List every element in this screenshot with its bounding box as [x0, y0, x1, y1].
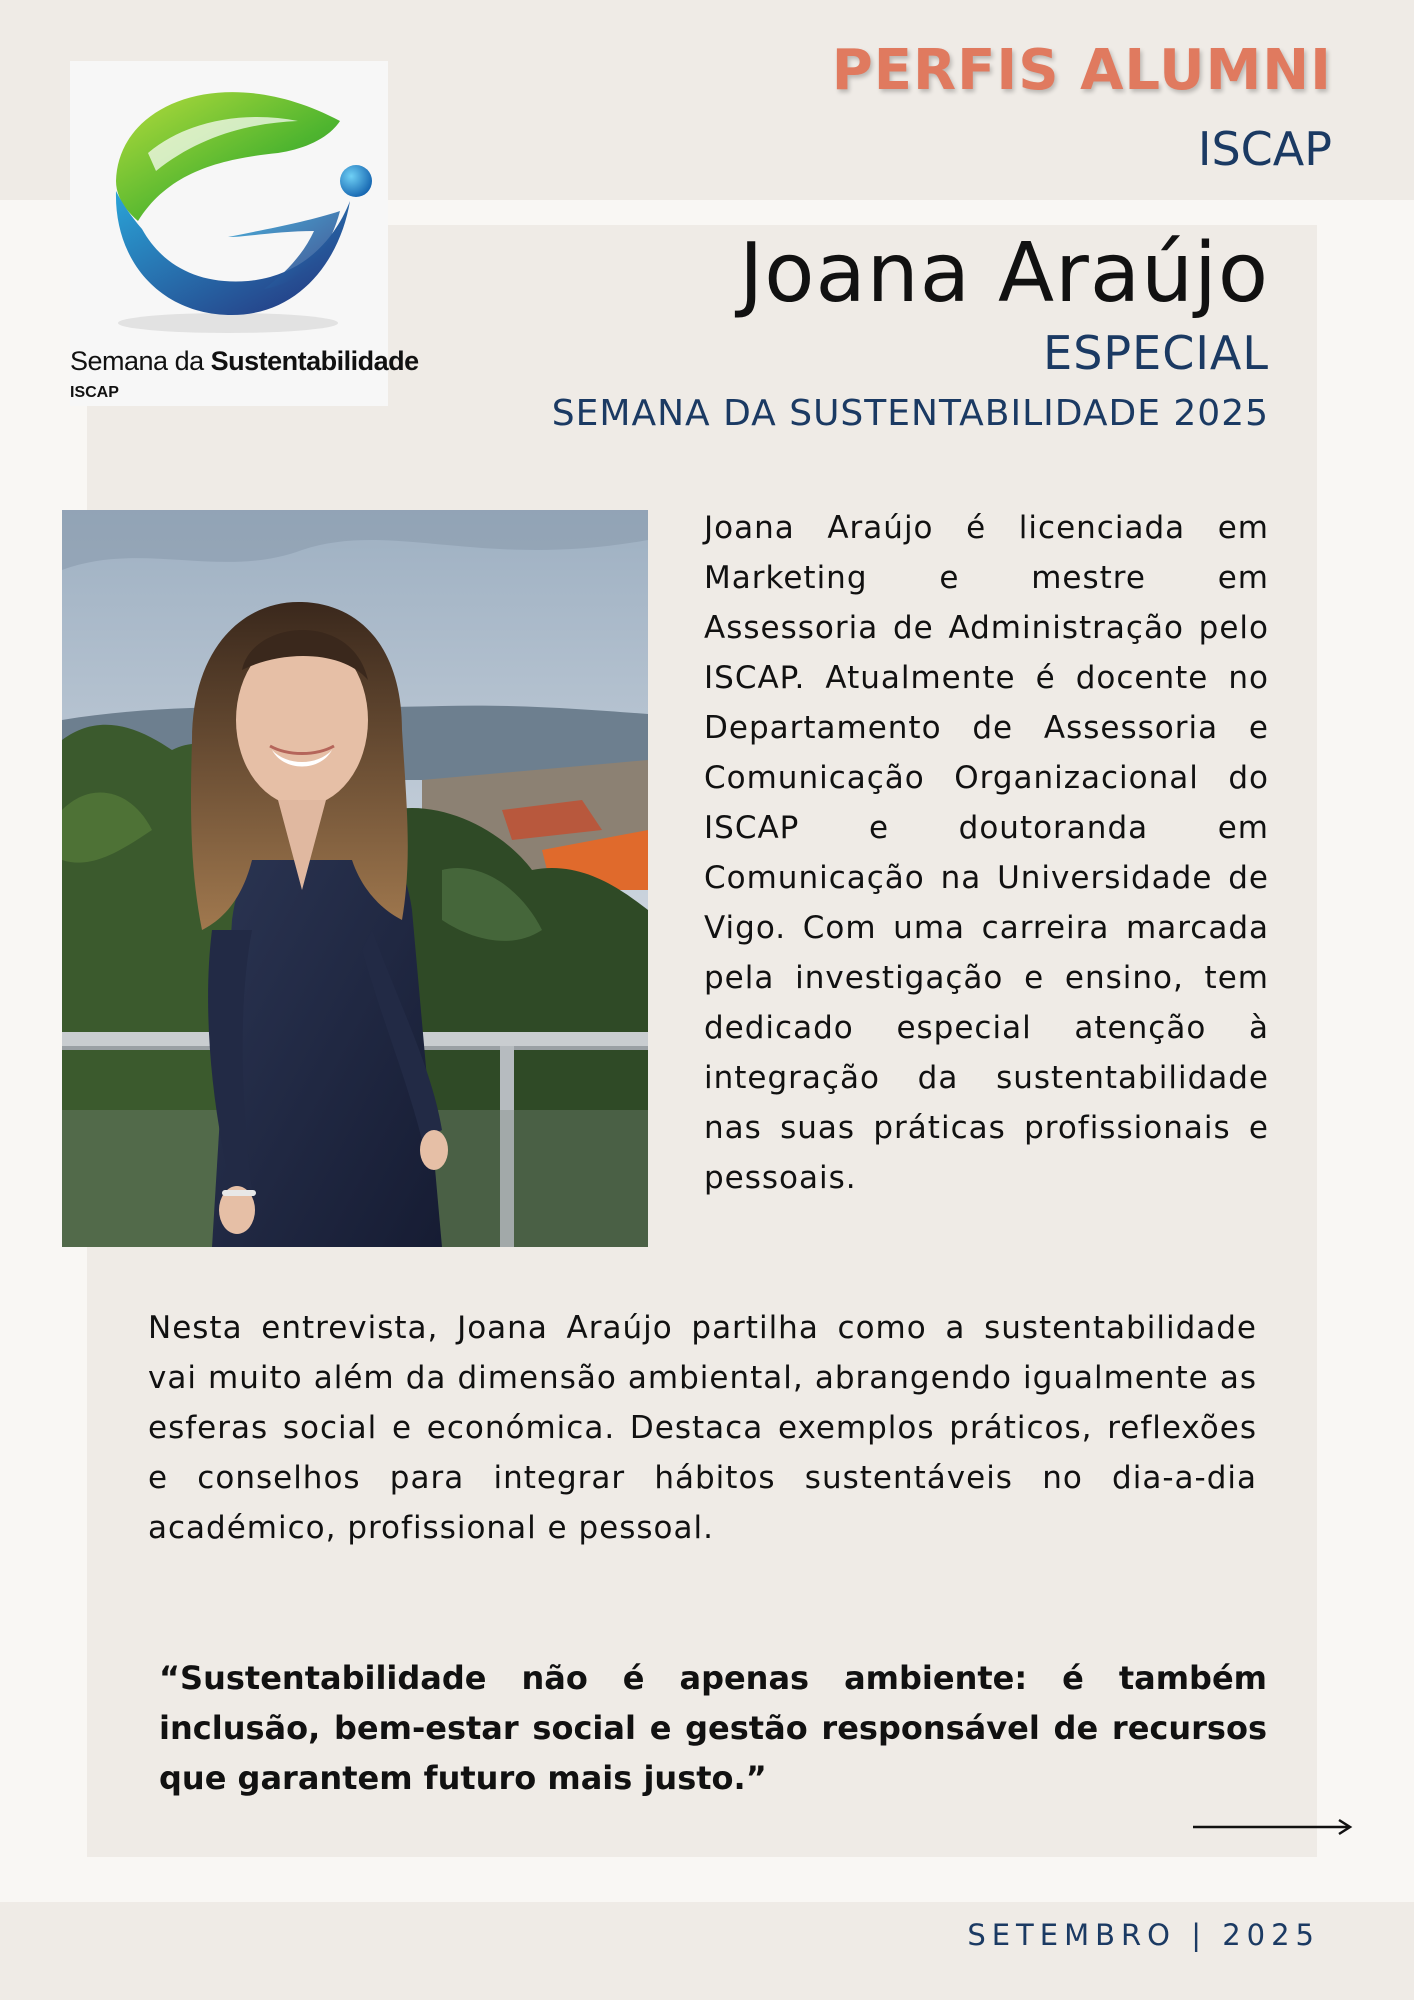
footer-date: SETEMBRO | 2025	[967, 1918, 1320, 1952]
leaf-person-logo-icon	[78, 61, 378, 341]
page-subtitle: ISCAP	[1197, 122, 1332, 176]
logo-title-regular: Semana da	[70, 346, 211, 376]
logo-title	[70, 346, 419, 377]
logo-title-bold: Sustentabilidade	[210, 346, 419, 376]
pull-quote: “Sustentabilidade não é apenas ambiente: é também inclusão, bem-estar social e gestão responsável de recursos que garantem futuro mais justo.”	[159, 1659, 1267, 1797]
event-logo	[70, 61, 419, 406]
profile-photo	[62, 510, 648, 1247]
page-title: PERFIS ALUMNI	[831, 38, 1332, 103]
arrow-right-icon[interactable]	[1193, 1817, 1353, 1837]
logo-subtitle: ISCAP	[70, 384, 119, 401]
profile-name: Joana Araújo	[739, 226, 1269, 321]
interview-summary: Nesta entrevista, Joana Araújo partilha como a sustentabilidade vai muito além da dimensão ambiental, abrangendo igualmente as esferas social e económica. Destaca exemplos práticos, reflexões e conselhos para integrar hábitos sustentáveis no dia-a-dia académico, profissional e pessoal.	[148, 1310, 1257, 1546]
profile-tag: ESPECIAL	[1043, 326, 1269, 380]
event-title: SEMANA DA SUSTENTABILIDADE 2025	[551, 393, 1269, 434]
bio-paragraph: Joana Araújo é licenciada em Marketing e mestre em Assessoria de Administração pelo ISCAP. Atualmente é docente no Departamento de Assessoria e Comunicação Organizacional do ISCAP e doutoranda em Comunicação na Universidade de Vigo. Com uma carreira marcada pela investigação e ensino, tem dedicado especial atenção à integração da sustentabilidade nas suas práticas profissionais e pessoais.	[704, 510, 1269, 1196]
